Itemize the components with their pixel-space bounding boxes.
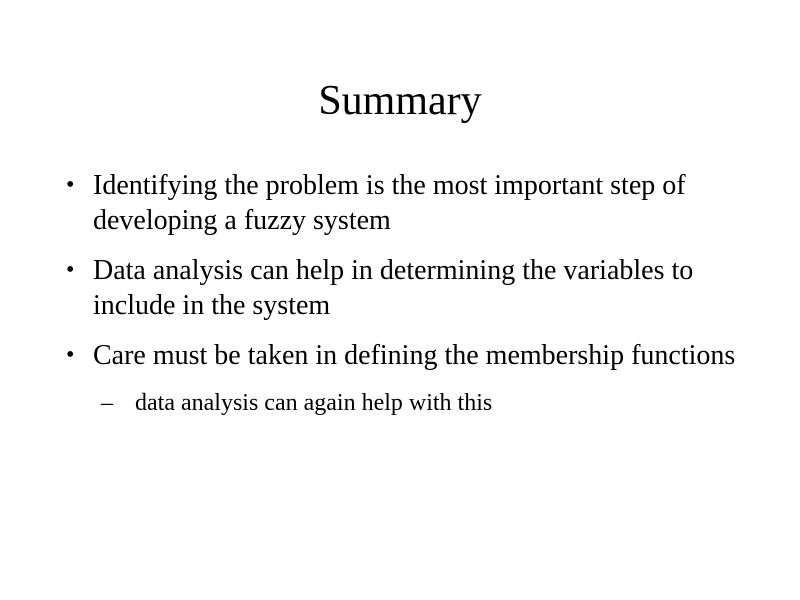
dash-icon: –	[101, 390, 113, 416]
slide-title: Summary	[318, 78, 482, 124]
bullet-item	[64, 168, 744, 238]
sub-bullet-item	[101, 388, 744, 418]
bullet-list	[64, 168, 744, 433]
sub-bullet-list	[93, 388, 744, 418]
bullet-text: Care must be taken in defining the membership functions	[93, 340, 736, 371]
sub-bullet-text: data analysis can again help with this	[135, 390, 493, 416]
bullet-dot-icon: •	[66, 172, 75, 198]
bullet-text: Data analysis can help in determining the variables to include in the system	[93, 255, 694, 321]
bullet-item	[64, 338, 744, 418]
bullet-dot-icon: •	[66, 257, 75, 283]
bullet-item	[64, 253, 744, 323]
bullet-dot-icon: •	[66, 342, 75, 368]
bullet-text: Identifying the problem is the most important step of developing a fuzzy system	[93, 170, 686, 236]
